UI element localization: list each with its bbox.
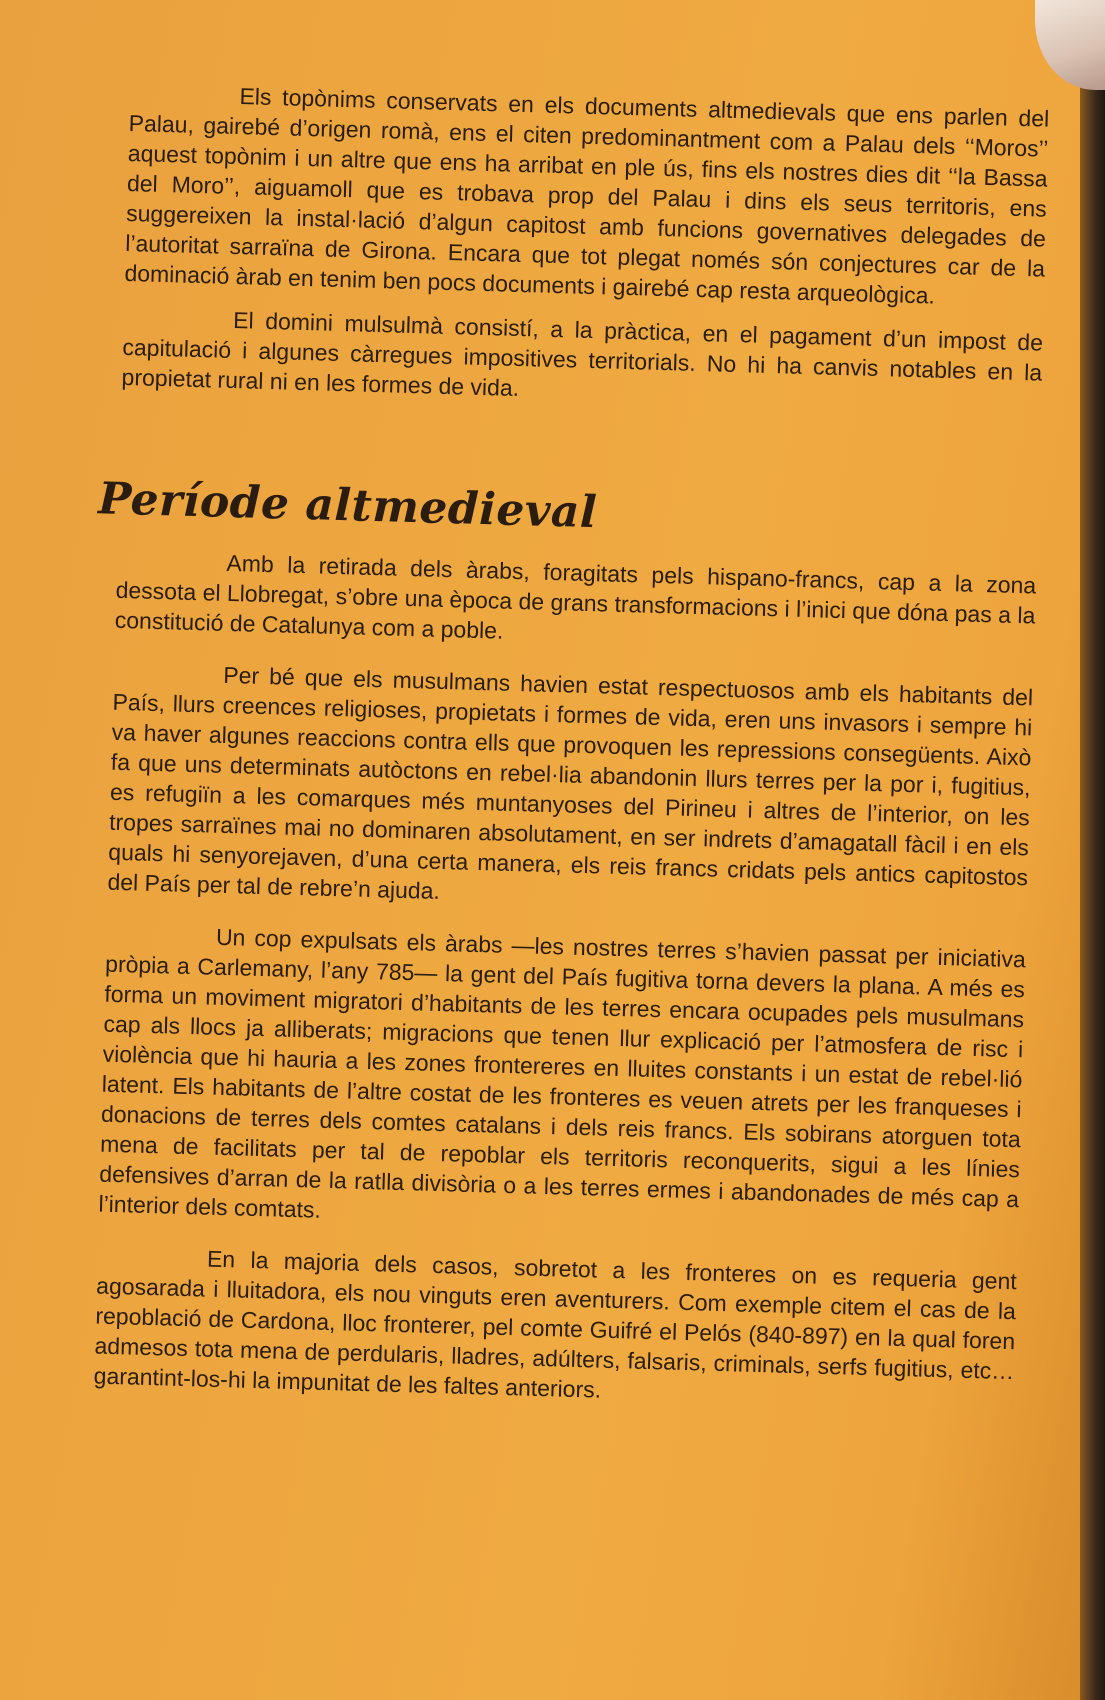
section-paragraph-1: Amb la retirada dels àrabs, foragitats pels hispano-francs, cap a la zona dessota el Llobregat, s’obre una època de grans transformacions i l’inici que dóna pas a la constitució de Catalunya com a poble. [114,549,1037,644]
intro-paragraph-1: Els topònims conservats en els documents altmedievals que ens parlen del Palau, gairebé d’origen romà, ens el citen predominantment com a Palau dels ‘‘Moros’’ aquest topònim i un altre que ens ha arribat en ple ús, fins els nostres dies dit ‘‘la Bassa del Moro’’, aiguamoll que es trobava prop del Palau i dins els seus territoris, ens suggereixen la instal·lació d’algun capitost amb funcions governatives delegades de l’autoritat sarraïna de Girona. Encara que tot plegat només són conjectures car de la dominació àrab en tenim ben pocs documents i gairebé cap resta arqueològica. [124,83,1050,309]
section-paragraph-2: Per bé que els musulmans havien estat respectuosos amb els habitants del País, llurs creences religioses, propietats i formes de vida, eren uns invasors i sempre hi va haver algunes reaccions contra ells que provoquen les repressions consegüents. Això fa que uns determinats autòctons en rebel·lia abandonin llurs terres per la por i, fugitius, es refugiïn a les comarques més muntanyoses del Pirineu i altres de l’interior, on les tropes sarraïnes mai no dominaren absolutament, en ser indrets d’amagatall fàcil i en els quals hi senyorejaven, d’una certa manera, els reis francs cridats pels antics capitostos del País per tal de rebre’n ajuda. [107,661,1034,904]
page-text-block [93,78,1050,1438]
section-paragraph-3: Un cop expulsats els àrabs —les nostres terres s’havien passat per iniciativa pròpia a Carlemany, l’any 785— la gent del País fugitiva torna devers la plana. A més es forma un moviment migratori d’habitants de les terres encara ocupades pels musulmans cap als llocs ja alliberats; migracions que tenen llur explicació per l’atmosfera de risc i violència que hi hauria a les zones frontereres en lluites constants i un estat de rebel·lió latent. Els habitants de l’altre costat de les fronteres es veuen atrets per les franqueses i donacions de terres dels comtes catalans i dels reis francs. Els sobirans atorguen tota mena de facilitats per tal de repoblar els territoris reconquerits, sigui a les línies defensives d’arran de la ratlla divisòria o a les terres ermes i abandonades de més cap a l’interior dels comtats. [98,923,1027,1223]
intro-paragraph-2: El domini mulsulmà consistí, a la pràctica, en el pagament d’un impost de capitulació i algunes càrregues impositives territorials. No hi ha canvis notables en la propietat rural ni en les formes de vida. [121,306,1044,401]
section-heading: Període altmedieval [97,473,598,539]
section-paragraph-4: En la majoria dels casos, sobretot a les fronteres on es requeria gent agosarada i lluitadora, els nou vinguts eren aventurers. Com exemple citem el cas de la repoblació de Cardona, lloc fronterer, pel comte Guifré el Pelós (840-897) en la qual foren admesos tota mena de perdularis, lladres, adúlters, falsaris, criminals, serfs fugitius, etc… garantint-los-hi la impunitat de les faltes anteriors. [93,1245,1018,1403]
book-spine-edge [1080,0,1105,1700]
section-body [93,545,1036,1416]
